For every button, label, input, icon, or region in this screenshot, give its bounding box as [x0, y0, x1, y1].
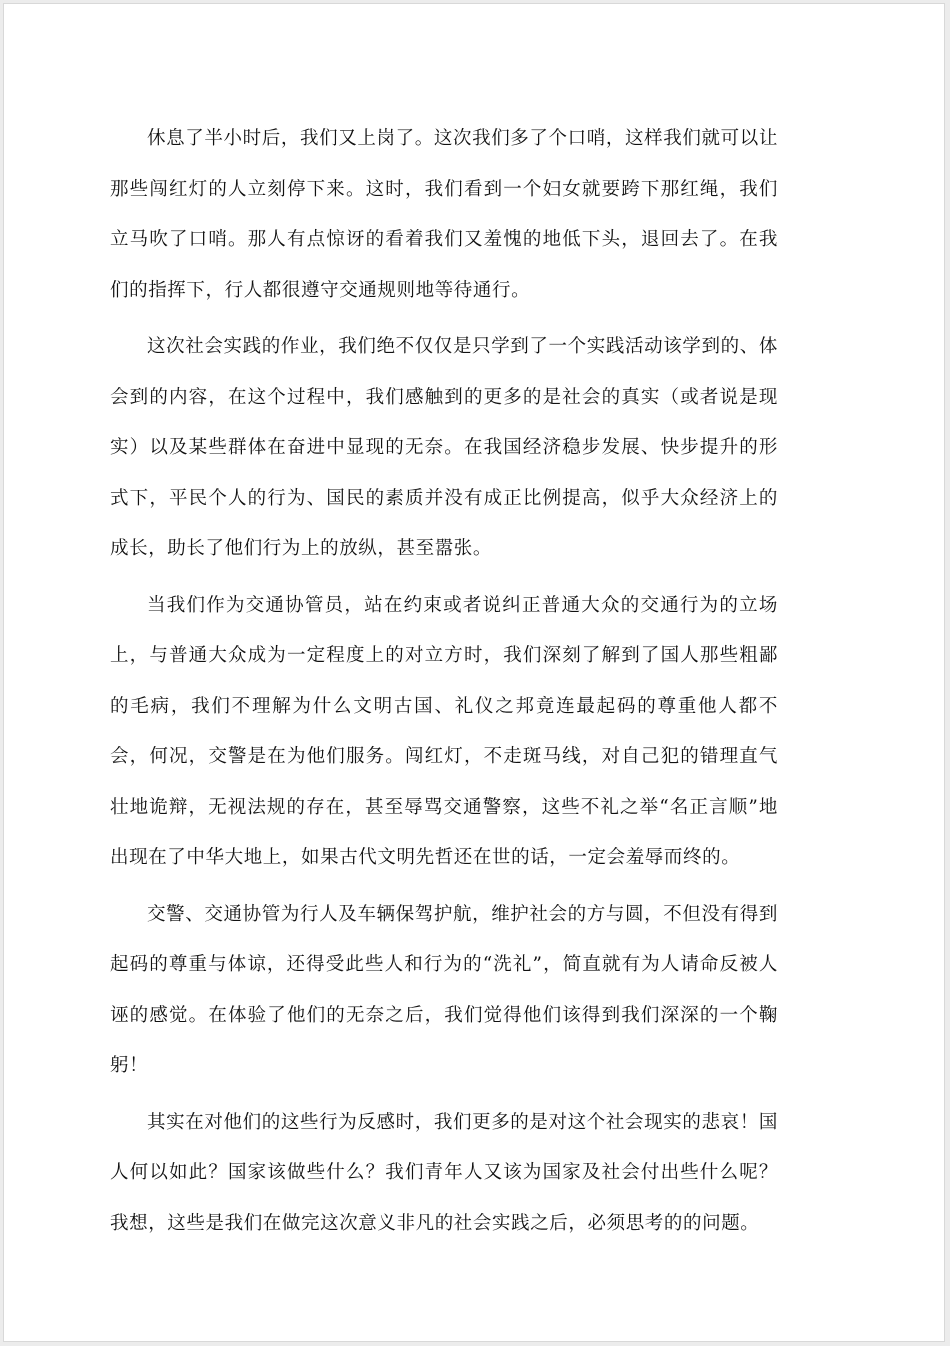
document-page [3, 3, 945, 1342]
paragraph-4: 交警、交通协管为行人及车辆保驾护航，维护社会的方与圆，不但没有得到起码的尊重与体谅，还得受此些人和行为的“洗礼”，简直就有为人请命反被人诬的感觉。在体验了他们的无奈之后，我们觉得他们该得到我们深深的一个鞠躬！ [110, 903, 778, 1076]
paragraph-3: 当我们作为交通协管员，站在约束或者说纠正普通大众的交通行为的立场上，与普通大众成为一定程度上的对立方时，我们深刻了解到了国人那些粗鄙的毛病，我们不理解为什么文明古国、礼仪之邦竟连最起码的尊重他人都不会，何况，交警是在为他们服务。闯红灯，不走斑马线，对自己犯的错理直气壮地诡辩，无视法规的存在，甚至辱骂交通警察，这些不礼之举“名正言顺”地出现在了中华大地上，如果古代文明先哲还在世的话，一定会羞辱而终的。 [110, 594, 778, 868]
document-body [110, 114, 778, 1255]
paragraph-5: 其实在对他们的这些行为反感时，我们更多的是对这个社会现实的悲哀！国人何以如此？国家该做些什么？我们青年人又该为国家及社会付出些什么呢？我想，这些是我们在做完这次意义非凡的社会实践之后，必须思考的的问题。 [110, 1111, 778, 1234]
paragraph-2: 这次社会实践的作业，我们绝不仅仅是只学到了一个实践活动该学到的、体会到的内容，在这个过程中，我们感触到的更多的是社会的真实（或者说是现实）以及某些群体在奋进中显现的无奈。在我国经济稳步发展、快步提升的形式下，平民个人的行为、国民的素质并没有成正比例提高，似乎大众经济上的成长，助长了他们行为上的放纵，甚至嚣张。 [110, 336, 778, 559]
paragraph-1: 休息了半小时后，我们又上岗了。这次我们多了个口哨，这样我们就可以让那些闯红灯的人立刻停下来。这时，我们看到一个妇女就要跨下那红绳，我们立马吹了口哨。那人有点惊讶的看着我们又羞愧的地低下头，退回去了。在我们的指挥下，行人都很遵守交通规则地等待通行。 [110, 128, 778, 301]
